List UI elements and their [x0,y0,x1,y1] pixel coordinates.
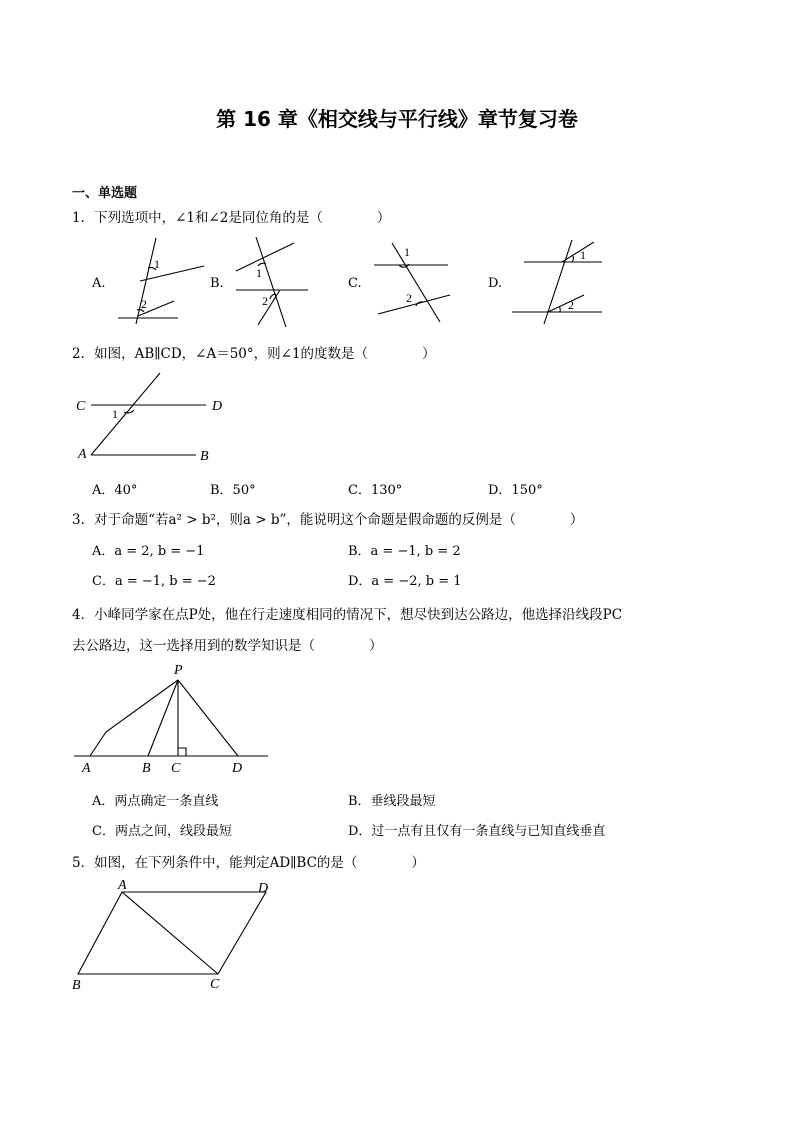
q3-option-b: B．a = −1, b = 2 [348,544,461,559]
q1-figure-a [110,238,220,328]
q1c-transversal [392,243,440,322]
q1b-angle-2-label: 2 [262,294,268,308]
q3-option-a: A．a = 2, b = −1 [92,544,205,559]
q2-label-c: C [76,399,86,414]
q1a-angle-2-label: 2 [141,297,147,311]
q2-option-c: C．130° [348,483,403,498]
q1-option-b-label: B. [210,276,224,291]
q1b-line-upper [236,243,294,271]
question-5-stem: 5．如图，在下列条件中，能判定AD∥BC的是（ ） [72,855,425,871]
q5-diagonal-ac [122,892,218,974]
q3-option-d: D．a = −2, b = 1 [348,574,462,589]
q4-option-c: C．两点之间，线段最短 [92,824,232,839]
q4-right-angle-mark [178,748,186,756]
q1d-line-upper-slant [562,242,594,262]
q1d-angle-1-label: 1 [580,248,586,262]
q4-option-a: A．两点确定一条直线 [92,794,219,809]
q4-label-d: D [232,761,243,776]
q2-option-d: D．150° [488,483,543,498]
q2-transversal [91,373,160,455]
q1a-angle-1-label: 1 [154,257,160,271]
section-heading: 一、单选题 [72,186,138,201]
q5-label-d: D [258,881,269,896]
q2-option-b: B．50° [210,483,256,498]
question-1-stem: 1．下列选项中，∠1和∠2是同位角的是（ ） [72,210,391,226]
q1d-line-lower-slant [548,295,584,312]
q1b-transversal [256,237,286,327]
q5-figure [70,878,280,993]
question-3-stem: 3．对于命题“若a² > b²，则a > b”，能说明这个命题是假命题的反例是（ ） [72,512,584,528]
question-2-stem: 2．如图，AB∥CD，∠A＝50°，则∠1的度数是（ ） [72,346,436,362]
page-title: 第 16 章《相交线与平行线》章节复习卷 [216,107,578,131]
question-4-stem-line-1: 4．小峰同学家在点P处，他在行走速度相同的情况下，想尽快到达公路边，他选择沿线段PC [72,607,623,623]
q1a-line-upper [140,266,204,281]
q5-parallelogram [78,892,266,974]
q1a-transversal [136,238,156,324]
q5-label-a: A [118,878,127,893]
q2-figure [74,370,234,465]
q1d-angle-2-label: 2 [568,298,574,312]
q1-figure-d [510,238,615,328]
q4-label-b: B [142,761,151,776]
q2-angle-1-label: 1 [112,407,118,421]
q2-label-d: D [212,399,223,414]
q1c-angle-2-label: 2 [406,291,412,305]
q1d-angle-arc-2 [559,306,560,312]
q2-label-a: A [78,447,87,462]
question-4-stem-line-2: 去公路边，这一选择用到的数学知识是（ ） [72,638,383,654]
q4-segment-pd [178,680,238,756]
q1c-line-slanted [378,295,450,314]
q1d-angle-arc-1 [572,256,573,262]
q2-label-b: B [200,449,209,464]
q5-label-b: B [72,978,81,993]
q4-option-b: B．垂线段最短 [348,794,436,809]
q1-option-c-label: C. [348,276,362,291]
q4-option-d: D．过一点有且仅有一条直线与已知直线垂直 [348,824,606,839]
q4-figure [70,660,275,778]
q2-option-a: A．40° [92,483,138,498]
q1-figure-c [368,240,458,325]
q4-label-a: A [82,761,91,776]
q4-label-c: C [171,761,181,776]
q4-path-pa [90,680,178,756]
q3-option-c: C．a = −1, b = −2 [92,574,216,589]
q4-label-p: P [174,663,183,678]
q1c-angle-1-label: 1 [404,245,410,259]
q1b-angle-1-label: 1 [256,266,262,280]
q5-label-c: C [210,977,220,992]
q1-option-d-label: D. [488,276,503,291]
q1-figure-b [228,235,318,330]
q1-option-a-label: A. [92,276,106,291]
